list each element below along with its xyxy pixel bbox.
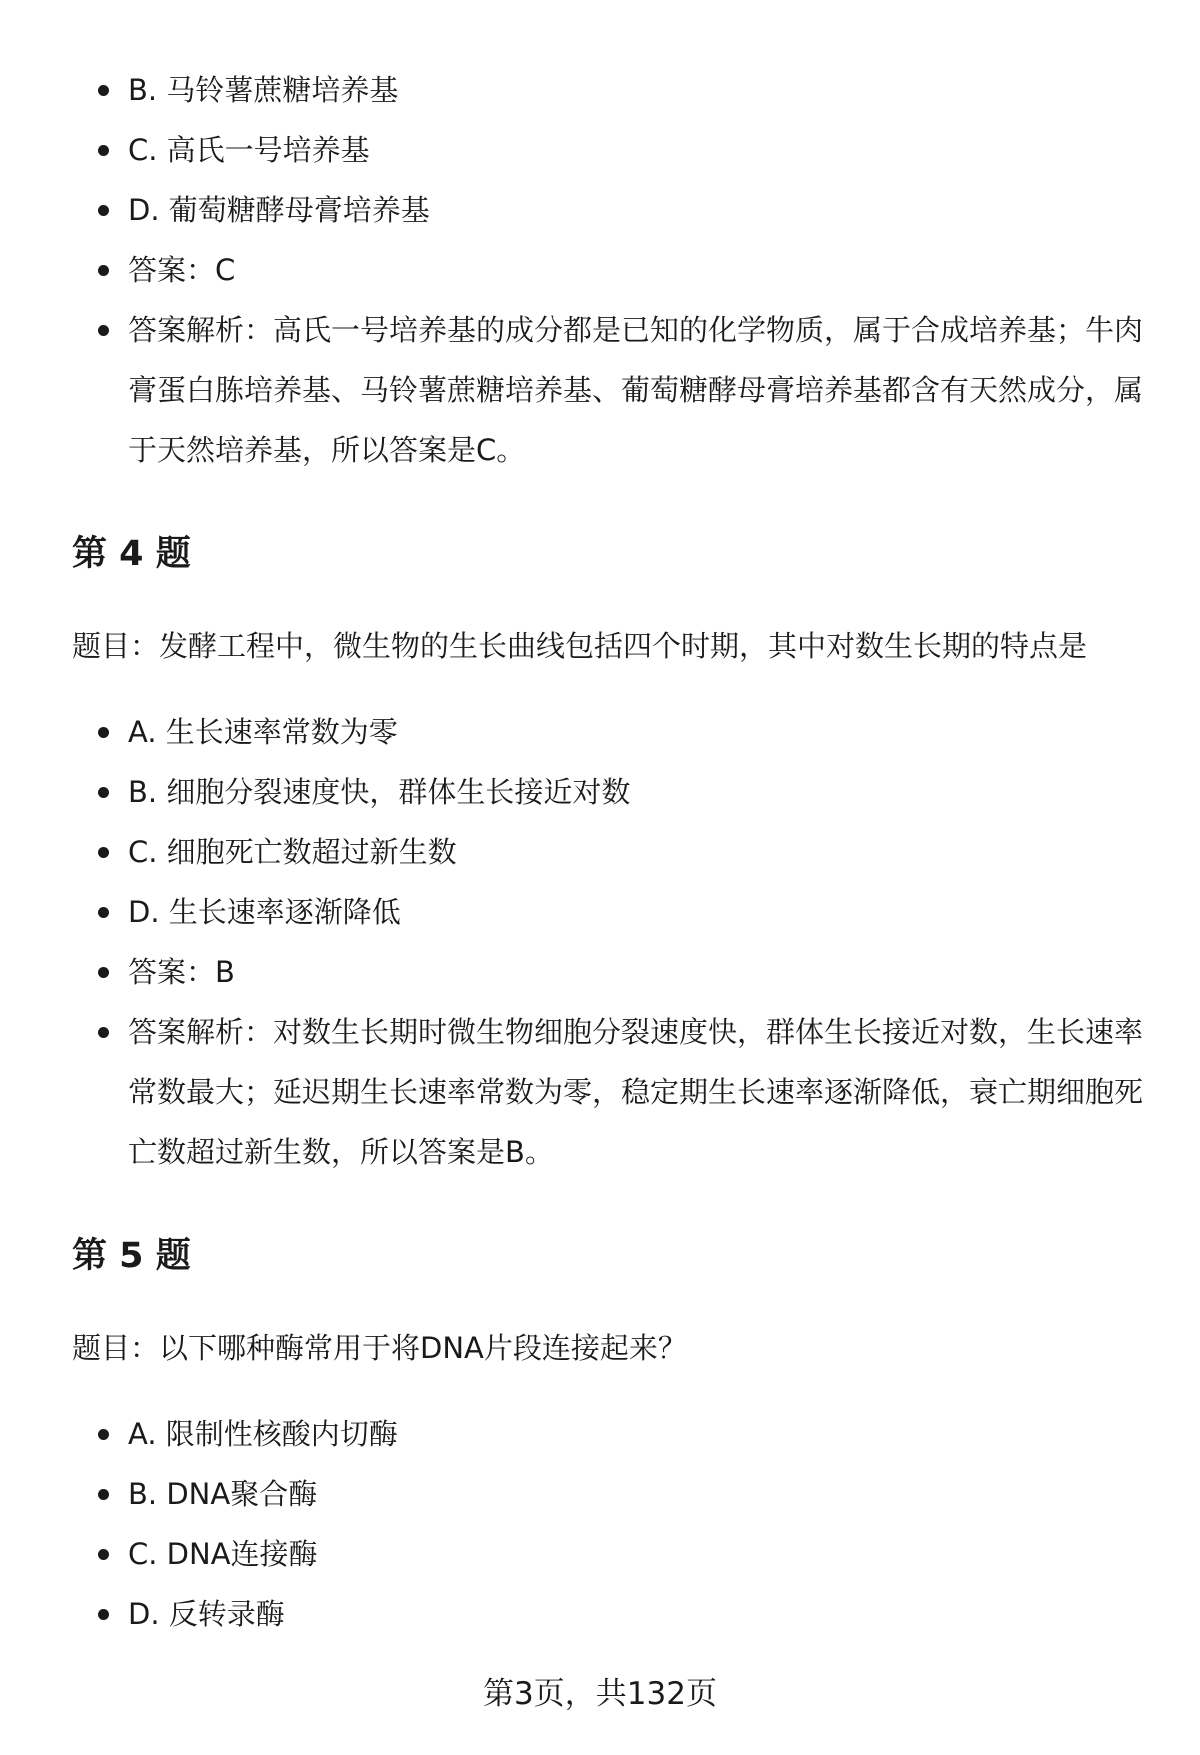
q4-option-c: C. 细胞死亡数超过新生数 [72,822,1144,882]
q5-option-list [72,1404,1144,1644]
q5-option-b: B. DNA聚合酶 [72,1464,1144,1524]
page-number: 第3页，共132页 [483,1676,717,1712]
q4-option-list [72,702,1144,1182]
q4-option-a: A. 生长速率常数为零 [72,702,1144,762]
q4-question: 题目：发酵工程中，微生物的生长曲线包括四个时期，其中对数生长期的特点是 [72,629,1088,663]
q4-title: 第 4 题 [72,534,191,574]
q4-analysis: 答案解析：对数生长期时微生物细胞分裂速度快，群体生长接近对数，生长速率常数最大；延迟期生长速率常数为零，稳定期生长速率逐渐降低，衰亡期细胞死亡数超过新生数，所以答案是B。 [72,1002,1144,1182]
q4-option-d: D. 生长速率逐渐降低 [72,882,1144,942]
q4-option-b: B. 细胞分裂速度快，群体生长接近对数 [72,762,1144,822]
q3-option-c: C. 高氏一号培养基 [72,120,1144,180]
q5-option-a: A. 限制性核酸内切酶 [72,1404,1144,1464]
q3-option-list [72,60,1144,480]
q4-answer: 答案：B [72,942,1144,1002]
q3-option-b: B. 马铃薯蔗糖培养基 [72,60,1144,120]
q3-analysis: 答案解析：高氏一号培养基的成分都是已知的化学物质，属于合成培养基；牛肉膏蛋白胨培养基、马铃薯蔗糖培养基、葡萄糖酵母膏培养基都含有天然成分，属于天然培养基，所以答案是C。 [72,300,1144,480]
q3-answer: 答案：C [72,240,1144,300]
q5-question: 题目：以下哪种酶常用于将DNA片段连接起来？ [72,1331,687,1365]
page-content [72,60,1144,1644]
q5-title: 第 5 题 [72,1236,191,1276]
q3-option-d: D. 葡萄糖酵母膏培养基 [72,180,1144,240]
q5-option-c: C. DNA连接酶 [72,1524,1144,1584]
q5-option-d: D. 反转录酶 [72,1584,1144,1644]
